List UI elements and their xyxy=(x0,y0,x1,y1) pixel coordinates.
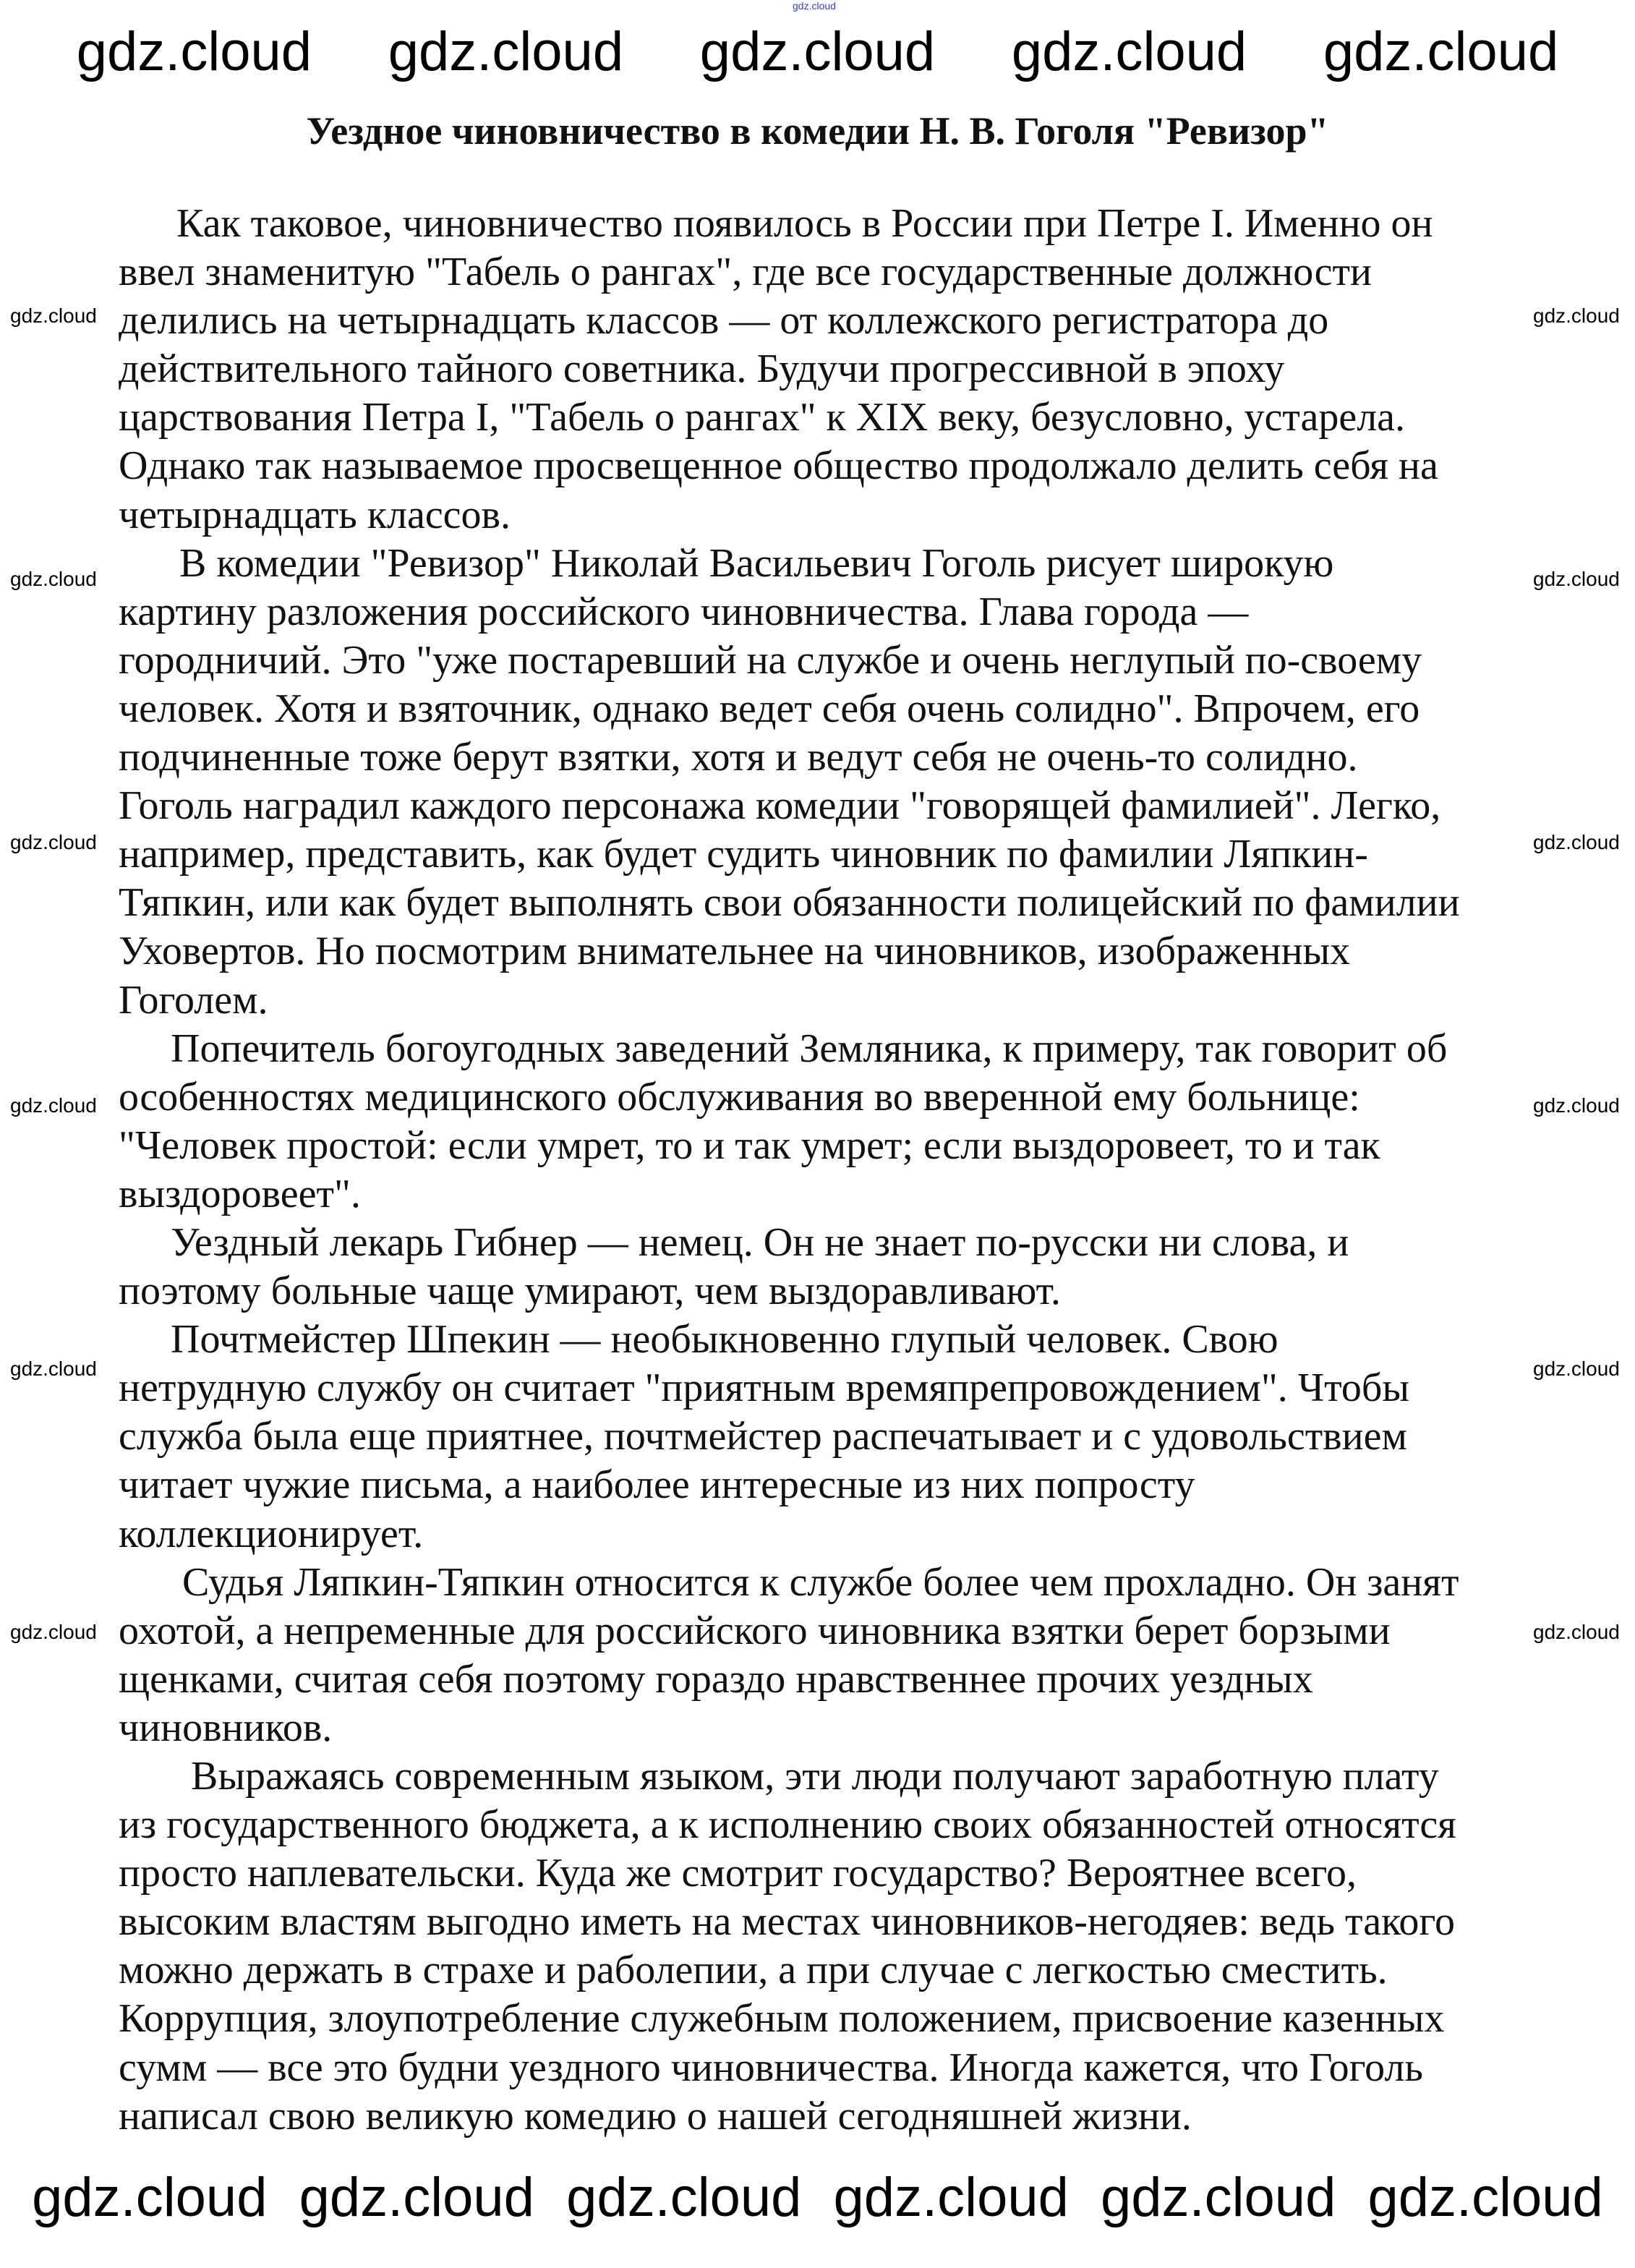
paragraph xyxy=(119,1025,1460,1219)
text-line: написал свою великую комедию о нашей сегодняшней жизни. xyxy=(119,2093,1192,2139)
document-title: Уездное чиновничество в комедии Н. В. Гоголя "Ревизор" xyxy=(306,109,1329,153)
text-line: царствования Петра I, "Табель о рангах" к XIX веку, безусловно, устарела. xyxy=(119,395,1406,440)
text-line: выздоровеет". xyxy=(119,1171,361,1216)
text-line: подчиненные тоже берут взятки, хотя и ведут себя не очень-то солидно. xyxy=(119,735,1358,780)
text-line: щенками, считая себя поэтому гораздо нравственнее прочих уездных xyxy=(119,1656,1313,1702)
text-line: действительного тайного советника. Будучи прогрессивной в эпоху xyxy=(119,346,1285,392)
watermark: gdz.cloud xyxy=(32,2167,268,2228)
watermark-small: gdz.cloud xyxy=(10,568,97,590)
text-line: поэтому больные чаще умирают, чем выздоравливают. xyxy=(119,1269,1061,1314)
watermark: gdz.cloud xyxy=(76,21,312,82)
text-line: из государственного бюджета, а к исполнению своих обязанностей относятся xyxy=(119,1802,1456,1848)
text-line: четырнадцать классов. xyxy=(119,492,511,537)
text-line: можно держать в страхе и раболепии, а при случае с легкостью сместить. xyxy=(119,1948,1388,1993)
paragraph xyxy=(119,1219,1460,1316)
text-line: например, представить, как будет судить чиновник по фамилии Ляпкин- xyxy=(119,832,1368,877)
watermark-small: gdz.cloud xyxy=(1533,1094,1620,1117)
text-line: Выражаясь современным языком, эти люди получают заработную плату xyxy=(191,1754,1439,1799)
text-line: Тяпкин, или как будет выполнять свои обязанности полицейский по фамилии xyxy=(119,880,1460,926)
text-line: городничий. Это "уже постаревший на службе и очень неглупый по-своему xyxy=(119,637,1422,683)
watermark: gdz.cloud xyxy=(1323,21,1559,82)
watermark: gdz.cloud xyxy=(699,21,936,82)
watermark-small: gdz.cloud xyxy=(10,1357,97,1380)
watermark-small: gdz.cloud xyxy=(1533,1621,1620,1643)
watermark-small: gdz.cloud xyxy=(1533,1357,1620,1380)
watermark-small: gdz.cloud xyxy=(10,304,97,327)
text-line: Гоголем. xyxy=(119,977,268,1023)
text-line: Однако так называемое просвещенное общество продолжало делить себя на xyxy=(119,443,1438,489)
watermark-top: gdz.cloud xyxy=(793,0,836,12)
paragraph xyxy=(119,200,1460,540)
watermark: gdz.cloud xyxy=(1011,21,1247,82)
paragraph xyxy=(119,1559,1460,1752)
watermark-column-right xyxy=(1533,304,1620,1645)
document-body xyxy=(119,200,1460,2141)
text-line: Почтмейстер Шпекин — необыкновенно глупый человек. Свою xyxy=(171,1317,1278,1363)
text-line: высоким властям выгодно иметь на местах чиновников-негодяев: ведь такого xyxy=(119,1899,1455,1945)
watermark: gdz.cloud xyxy=(1367,2167,1603,2228)
text-line: просто наплевательски. Куда же смотрит государство? Вероятнее всего, xyxy=(119,1851,1357,1896)
paragraph xyxy=(119,540,1460,1025)
text-line: картину разложения российского чиновничества. Глава города — xyxy=(119,589,1249,634)
text-line: сумм — все это будни уездного чиновничества. Иногда кажется, что Гоголь xyxy=(119,2045,1423,2090)
text-line: Попечитель богоугодных заведений Земляника, к примеру, так говорит об xyxy=(171,1026,1448,1071)
watermark-small: gdz.cloud xyxy=(10,831,97,853)
watermark-small: gdz.cloud xyxy=(10,1621,97,1643)
text-line: коллекционирует. xyxy=(119,1511,424,1556)
watermark: gdz.cloud xyxy=(833,2167,1069,2228)
text-line: Гоголь наградил каждого персонажа комедии "говорящей фамилией". Легко, xyxy=(119,783,1441,829)
watermark-row-bottom xyxy=(0,2166,1635,2229)
text-line: охотой, а непременные для российского чиновника взятки берет борзыми xyxy=(119,1608,1391,1653)
watermark-small: gdz.cloud xyxy=(1533,304,1620,327)
text-line: "Человек простой: если умрет, то и так умрет; если выздоровеет, то и так xyxy=(119,1122,1380,1168)
watermark: gdz.cloud xyxy=(566,2167,802,2228)
text-line: особенностях медицинского обслуживания во вверенной ему больнице: xyxy=(119,1074,1360,1120)
watermark: gdz.cloud xyxy=(299,2167,534,2228)
text-line: ввел знаменитую "Табель о рангах", где все государственные должности xyxy=(119,250,1372,295)
text-line: читает чужие письма, а наиболее интересные из них попросту xyxy=(119,1462,1195,1508)
watermark-small: gdz.cloud xyxy=(1533,568,1620,590)
paragraph xyxy=(119,1316,1460,1558)
text-line: делились на четырнадцать классов — от коллежского регистратора до xyxy=(119,298,1329,344)
text-line: Уховертов. Но посмотрим внимательнее на чиновников, изображенных xyxy=(119,929,1351,974)
text-line: Как таковое, чиновничество появилось в России при Петре I. Именно он xyxy=(176,201,1433,246)
text-line: В комедии "Ревизор" Николай Васильевич Гоголь рисует широкую xyxy=(179,540,1334,586)
watermark: gdz.cloud xyxy=(1101,2167,1336,2228)
paragraph xyxy=(119,1752,1460,2141)
text-line: Судья Ляпкин-Тяпкин относится к службе более чем прохладно. Он занят xyxy=(182,1559,1459,1605)
text-line: Коррупция, злоупотребление служебным положением, присвоение казенных xyxy=(119,1996,1445,2042)
watermark-small: gdz.cloud xyxy=(1533,831,1620,853)
text-line: чиновников. xyxy=(119,1705,333,1750)
text-line: служба была еще приятнее, почтмейстер распечатывает и с удовольствием xyxy=(119,1414,1407,1459)
watermark-column-left xyxy=(10,304,97,1645)
text-line: Уездный лекарь Гибнер — немец. Он не знает по-русски ни слова, и xyxy=(171,1219,1349,1265)
watermark: gdz.cloud xyxy=(388,21,624,82)
text-line: нетрудную службу он считает "приятным времяпрепровождением". Чтобы xyxy=(119,1365,1409,1411)
watermark-row-top xyxy=(0,20,1635,83)
watermark-small: gdz.cloud xyxy=(10,1094,97,1117)
text-line: человек. Хотя и взяточник, однако ведет себя очень солидно". Впрочем, его xyxy=(119,686,1420,731)
